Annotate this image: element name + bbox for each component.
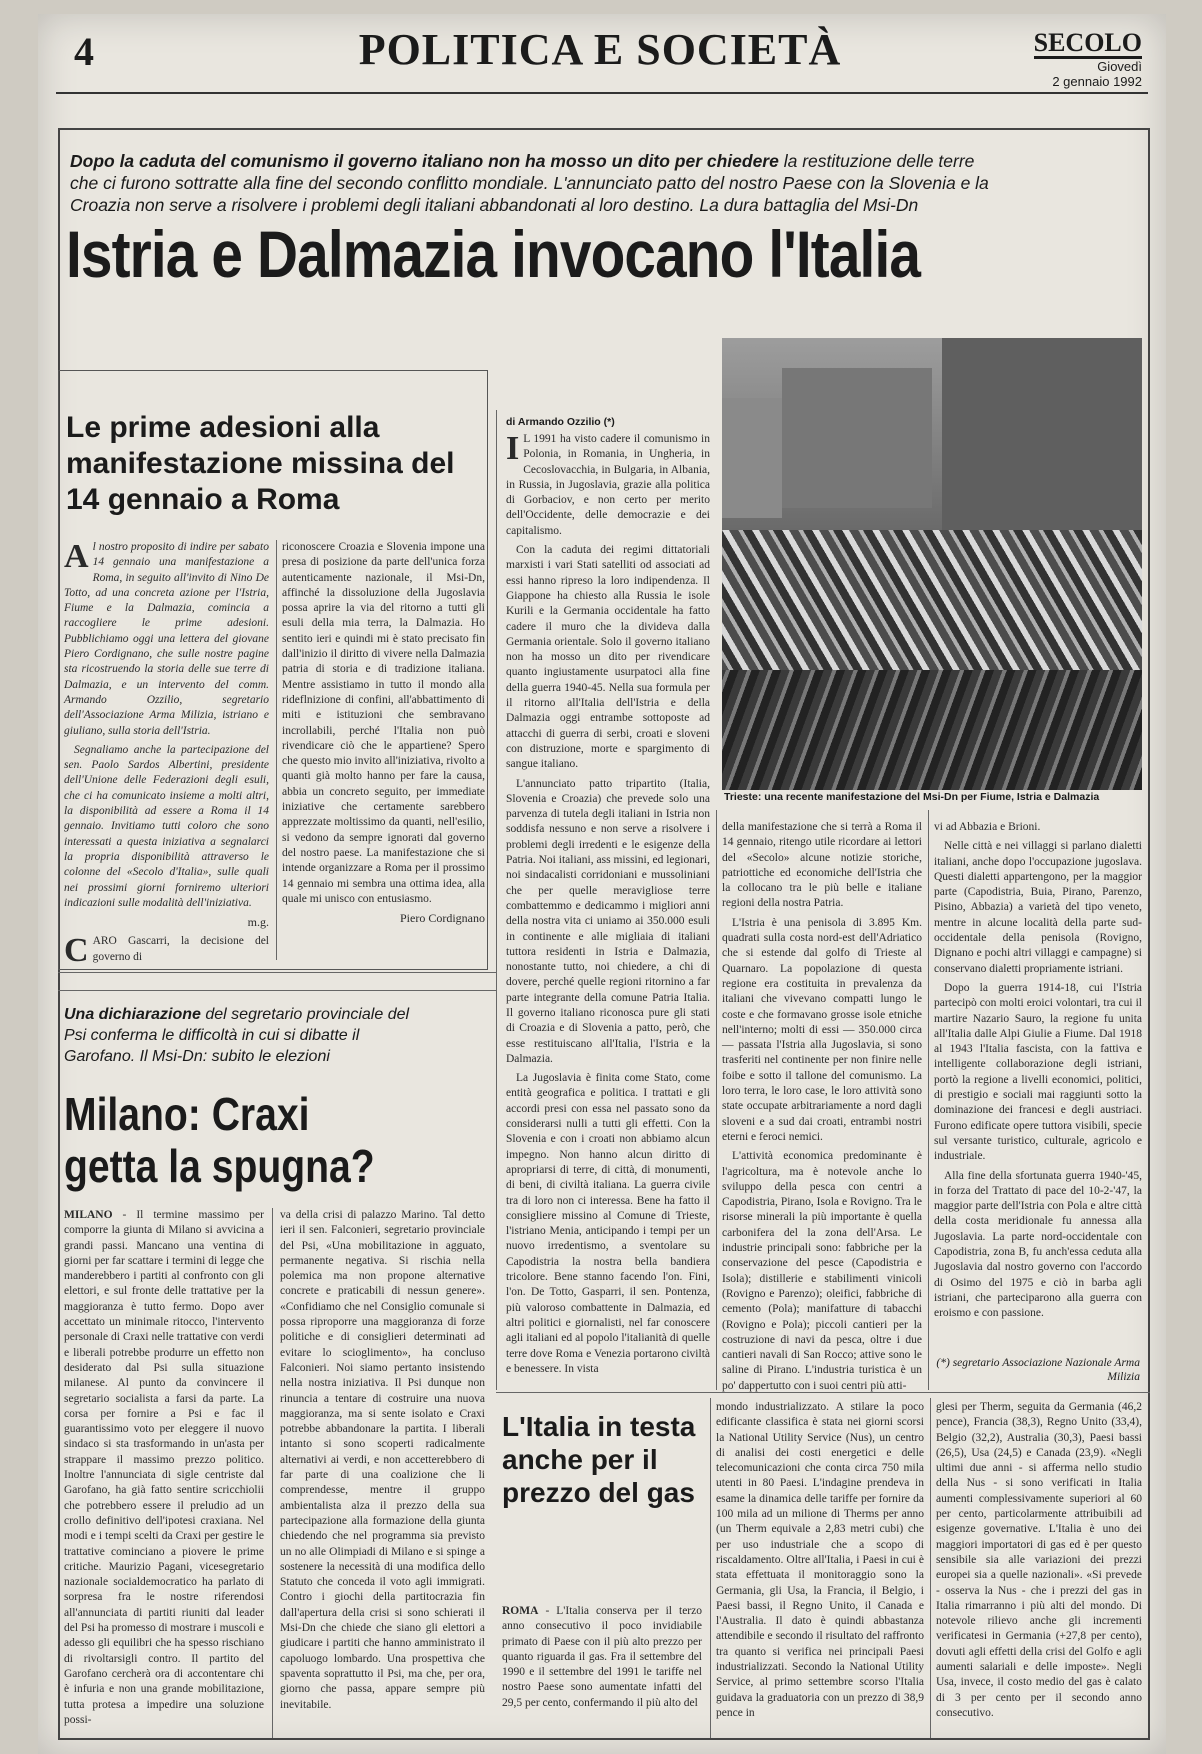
masthead [1032, 30, 1142, 89]
gas-column-2 [716, 1400, 924, 1736]
article-paragraph: L'annunciato patto tripartito (Italia, Slovenia e Croazia) che prevede solo una parvenza di tutela degli italiani in Istria non soddisfa nessuno e non serve a risolvere i problemi degli irredenti e le esigenze della Patria. Noi italiani, ass missini, ed legionari, noi sindacalisti corridoniani e mussoliniani che per quelle meravigliose terre combattemmo e dedicammo i migliori anni della nostra vita ci uniamo ai 350.000 esuli in continente e alle migliaia di italiani tuttora residenti in Istria e Dalmazia, nonostante tutto, noi chiedere, a chi di dovere, perché quelle regioni ritornino a far parte integrante della comune Patria Italia. Il governo italiano riconosca pure gli stati di Croazia e di Slovenia a patto, però, che esse restituiscano all'Italia, l'Istria e la Dalmazia. [506, 777, 710, 1065]
article-paragraph: della manifestazione che si terrà a Roma il 14 gennaio, ritengo utile ricordare ai lettori del «Secolo» alcune notizie storiche, patriottiche ed economiche dell'Istria che la collocano tra le più belle e italiane regioni della nostra Patria. [722, 821, 922, 910]
adesioni-column-1 [64, 538, 269, 970]
dateline: MILANO [64, 1209, 113, 1221]
section-title: POLITICA E SOCIETÀ [358, 25, 842, 74]
article-paragraph: mondo industrializzato. A stilare la poco edificante classifica è stata nei giorni scorsi la National Utility Service (Nus), un centro di analisi dei costi energetici e delle telecomunicazioni che conta circa 750 mila utenti in 80 Paesi. L'indagine prendeva in esame la dinamica delle tariffe per fornire da 100 mila ad un milione di Therms per anno (un Therm equivale a 2,83 metri cubi) che per uso industriale che a scopo di riscaldamento. Oltre all'Italia, i Paesi in cui è stata effettuata il monitoraggio sono la Germania, gli Usa, la Francia, il Belgio, i Paesi bassi, il Regno Unito, il Canada e l'Australia. Il dato è quindi abbastanza attendibile e secondo il risultato del raffronto tra quanto si verifica nei principali Paesi industrializzati. Secondo la National Utility Service, al primo settembre scorso l'Italia guidava la graduatoria con un prezzo di 38,9 pence in [716, 1401, 924, 1719]
gas-column-3 [936, 1400, 1142, 1736]
article-paragraph: Nelle città e nei villaggi si parlano dialetti italiani, anche dopo l'occupazione jugoslava. Questi dialetti appartengono, per la maggior parte (Capodistria, Buia, Pirano, Parenzo, Pisino, Abbazia) a varietà del tipo veneto, mentre in alcune località della parte sud-occidentale della penisola (Rovigno, Dignano e pochi altri villaggi e campagne) si conservano dialetti propriamente istriani. [934, 840, 1142, 975]
ozzilio-column-3 [934, 820, 1142, 1352]
byline: di Armando Ozzilio (*) [506, 416, 615, 428]
masthead-logo: SECOLO [1033, 28, 1142, 57]
section-divider [496, 1392, 1150, 1393]
column-divider [710, 1398, 711, 1738]
ozzilio-column-2 [722, 820, 922, 1392]
article-paragraph: L'attività economica predominante è l'agricoltura, ma è notevole anche lo sviluppo della pesca con centri a Capodistria, Pirano, Isola e Rovigno. Tra le risorse minerali la più importante è quella carbonifera del la zona dell'Arsa. Le industrie principali sono: fabbriche per la conservazione del pesce (Capodistria e Isola); distillerie e stabilimenti vinicoli (Rovigno e Parenzo); oleifici, fabbriche di cemento (Pola); manifatture di tabacchi (Rovigno e Pola); piccoli cantieri per la costruzione di navi da pesca, oltre i due cantieri navali di San Rocco; attive sono le saline di Pirano. L'industria turistica è un po' dappertutto con i suoi centri più atti- [722, 1150, 922, 1392]
dropcap: A [64, 538, 89, 575]
adesioni-paragraph: Segnaliamo anche la partecipazione del sen. Paolo Sardos Albertini, presidente dell'Unione delle Federazioni degli esuli, che ci ha comunicato insieme a molti altri, la disponibilità ad essere a Roma il 14 gennaio. Invitiamo tutti coloro che sono interessati a questa iniziativa a segnalarci la propria disponibilità attraverso le colonne del «Secolo d'Italia», sulle quali nei prossimi giorni forniremo ulteriori indicazioni sulle modalità dell'iniziativa. [64, 743, 269, 909]
milano-column-2 [280, 1208, 485, 1738]
article-paragraph: ROMA - L'Italia conserva per il terzo anno consecutivo il poco invidiabile primato di Paese con il più alto prezzo per quanto riguarda il gas. Fra il settembre del 1990 e il settembre del 1991 le tariffe nel nostro Paese sono aumentate infatti del 29,5 per cento, confermando il più alto del [502, 1605, 702, 1709]
masthead-date: 2 gennaio 1992 [1052, 74, 1142, 89]
article-paragraph: vi ad Abbazia e Brioni. [934, 821, 1041, 833]
column-divider [276, 540, 277, 960]
section-divider [58, 990, 496, 991]
photo-caption: Trieste: una recente manifestazione del Msi-Dn per Fiume, Istria e Dalmazia [724, 791, 1100, 803]
milano-column-1 [64, 1208, 264, 1738]
letter-body: riconoscere Croazia e Slovenia impone una presa di posizione da parte dell'unica forza autenticamente nazionale, il Msi-Dn, affinché la dissoluzione della Jugoslavia possa aprire la via del ritorno a tutti gli esuli della mia terra, la Dalmazia. Ho sentito ieri e quindi mi è stato precisato fin dall'inizio il diritto di vivere nella Dalmazia patria di storia e di tradizione italiana. Mentre assistiamo in tutto il mondo alla rideflnizione di confini, all'abbattimento di miti e istituzioni che sembravano incrollabili, perché l'Italia non può rivendicare ciò che le appartiene? Spero che questo mio invito all'iniziativa, rivolto a quanti già molto hanno per fare la causa, abbia un concreto seguito, per immediate iniziative che certamente sarebbero apprezzate moltissimo da quanti, nell'esilio, si vedono da sempre ignorati dal governo del nostro paese. La manifestazione che si intende organizzare a Roma per il prossimo 14 gennaio mi sembra una ottima idea, alla quale mi unisco con entusiasmo. [282, 541, 485, 905]
ozzilio-column-1 [506, 432, 710, 1382]
article-paragraph: I L 1991 ha visto cadere il comunismo in Polonia, in Romania, in Ungheria, in Cecoslovacchia, in Bulgaria, in Albania, in Russia, in Jugoslavia, grazie alla politica di Gorbaciov, e non certo per merito dell'Occidente, delle democrazie e dei capitalismo. [506, 430, 710, 537]
news-photo [722, 338, 1142, 790]
milano-kicker-rest: del segretario provinciale del Psi conferma le difficoltà in cui si dibatte il Garofano. Il Msi-Dn: subito le elezioni [64, 1006, 410, 1065]
adesioni-headline: Le prime adesioni alla manifestazione missina del 14 gennaio a Roma [66, 411, 455, 516]
main-kicker-rest: la restituzione delle terre che ci furono sottratte alla fine del secondo conflitto mondiale. L'annunciato patto del nostro Paese con la Slovenia e la Croazia non serve a risolvere i problemi degli italiani abbandonati al loro destino. La dura battaglia del Msi-Dn [70, 151, 989, 215]
letter-opening: CARO Gascarri, la decisione del governo di [64, 932, 269, 970]
main-kicker-bold: Dopo la caduta del comunismo il governo italiano non ha mosso un dito per chiedere [70, 151, 779, 171]
column-divider [496, 410, 497, 1390]
adesioni-column-2 [282, 540, 485, 960]
gas-column-1 [502, 1604, 702, 1736]
header-rule [56, 92, 1148, 94]
article-paragraph: MILANO - Il termine massimo per comporre la giunta di Milano si avvicina a grandi passi. Mancano una ventina di giorni per far scattare i termini di legge che manderebbero i partiti al confronto con gli elettori, e sul fronte delle trattative per la maggioranza è tutto fermo. Dopo aver accettato un minimale ritocco, l'intervento personale di Craxi nelle trattative con verdi e liberali potrebbe produrre un effetto non desiderato dal Psi sulla situazione milanese. Al punto da convincere il segretario socialista a farsi da parte. La corsa per fornire a Psi e fac il guarantissimo voto per eleggere il nuovo sindaco si sta trasformando in un'asta per strappare il massimo prezzo politico. Inoltre l'annunciata di sigle centriste dal Garofano, ha già fatto sentire scricchiolii che potrebbero essere il preludio ad un crollo definitivo dell'ipotesi craxiana. Nel modi e i tempi scelti da Craxi per gestire le trattative cominciano a piovere le prime critiche. Maurizio Pagani, vicesegretario nazionale socialdemocratico ha parlato di sorpresa fra le nostre riferendosi all'annunciata di partiti riuniti dal leader del Psi ha promesso di mostrare i muscoli e adesso gli equilibri che ha spesso rischiano di rivoltarsigli contro. Il partito del Garofano cercherà ora di accontentare chi è infuria e non una grande mobilitazione, tutta protesa a impedire una soluzione possi- [64, 1209, 264, 1726]
gas-headline: L'Italia in testa anche per il prezzo del gas [502, 1411, 696, 1508]
column-divider [272, 1208, 273, 1738]
masthead-day: Giovedì [1097, 59, 1142, 74]
section-divider [58, 972, 496, 973]
dropcap: C [64, 932, 89, 970]
milano-headline: Milano: Craxi getta la spugna? [64, 1088, 375, 1192]
adesioni-intro: Al nostro proposito di indire per sabato 14 gennaio una manifestazione a Roma, in seguito all'invito di Nino De Totto, ad una concreta azione per l'Istria, Fiume e la Dalmazia, comincia a raccogliere le prime adesioni. Pubblichiamo oggi una lettera del giovane Piero Cordignano, che sulle nostre pagine sta ricostruendo la storia delle sue terre di Dalmazia, e un intervento del comm. Armando Ozzilio, segretario dell'Associazione Arma Milizia, istriano e giuliano, sulla storia dell'Istria. [64, 538, 269, 737]
main-headline: Istria e Dalmazia invocano l'Italia [66, 217, 921, 291]
milano-kicker [64, 1004, 414, 1067]
article-paragraph: L'Istria è una penisola di 3.895 Km. quadrati sulla costa nord-est dell'Adriatico che si estende dal golfo di Trieste al Quarnaro. La popolazione di questa regione era costituita in prevalenza da italiani che vivevano compatti lungo le coste e che formavano grosse isole etniche nell'interno; molti di essi — 350.000 circa — passata l'Istria alla Jugoslavia, si sono trasferiti nel continente per non finire nelle foibe e sotto il tallone del comunismo. La loro terra, le loro case, le loro attività sono state occupate arbitrariamente a nord dagli sloveni e a sud dai croati, entrambi nostri eterni e feroci nemici. [722, 916, 922, 1143]
author-note: (*) segretario Associazione Nazionale Arma Milizia [936, 1357, 1140, 1383]
column-divider [716, 810, 717, 1390]
article-paragraph: glesi per Therm, seguita da Germania (46,2 pence), Francia (38,3), Regno Unito (33,4), Belgio (32,2), Australia (30,3), Paesi bassi (26,5), Usa (24,5) e Canada (23,9). «Negli ultimi due anni - si afferma nello studio della Nus - si sono verificati in Italia aumenti complessivamente superiori al 60 per cento, particolarmente attribuibili ad esigenze governative. L'Italia è uno dei maggiori importatori di gas ed è per questo sensibile sia alle variazioni dei prezzi europei sia a quelle nazionali». «Si prevede - osserva la Nus - che i prezzi del gas in Italia rimarranno i più alti del mondo. Di notevole rilievo anche gli incrementi verificatesi in Germania (+27,8 per cento), dovuti agli effetti della crisi del Golfo e agli aumenti salariali e delle imposte». Negli Usa, invece, il costo medio del gas è calato di 3 per cento per il secondo anno consecutivo. [936, 1401, 1142, 1719]
article-paragraph: Con la caduta dei regimi dittatoriali marxisti i vari Stati satelliti od associati ad essi hanno ripreso la loro indipendenza. Il Giappone ha chiesto alla Russia le isole Kurili e la Germania occidentale ha fatto cadere il muro che la divideva dalla Germania orientale. Solo il governo italiano non ha mosso un dito per rivendicare quanto ingiustamente usurpatoci alla fine della guerra 1940-45. Nella sua formula per il ritorno all'Italia dell'Istria e della Dalmazia oggi entrambe sottoposte ad attacchi di guerra di serbi, croati e sloveni con distruzione, morte e spargimento di sangue italiano. [506, 544, 710, 771]
article-paragraph: va della crisi di palazzo Marino. Tal detto ieri il sen. Falconieri, segretario provinciale del Psi, «Una mobilitazione in agguato, permanente negativa. Si rischia nella polemica ma non propone alternative concrete e praticabili di nessun genere». «Confidiamo che nel Consiglio comunale si possa riproporre una maggioranza di forze politiche e di consiglieri determinati ad evitare lo scioglimento», ha concluso Falconieri. Noi siamo pertanto insistendo nella nostra iniziativa. Il Psi dunque non rinuncia a tentare di costruire una nuova maggioranza, ma si sente isolato e Craxi potrebbe abbandonare la partita. I liberali intanto si sono scoperti radicalmente alternativi ai verdi, e non accetterebbero di far parte di una coalizione che li comprendesse, mentre il gruppo ambientalista alza il prezzo della sua partecipazione alla formazione della giunta chiedendo che nel programma sia previsto un no alle Olimpiadi di Milano e si spinge a sostenere la necessità di una modifica dello Statuto che conceda il voto agli immigrati. Contro i giochi della partitocrazia fin dall'apertura della crisi si sono schierati il Msi-Dn che chiede che siano gli elettori a giudicare i partiti che hanno amministrato il capoluogo lombardo. Una prospettiva che spaventa soprattutto il Psi, ma che, per ora, giorno che passa, appare sempre più inevitabile. [280, 1209, 485, 1711]
page-number: 4 [74, 29, 94, 74]
adesioni-signature: m.g. [247, 915, 269, 930]
article-paragraph: Alla fine della sfortunata guerra 1940-'45, in forza del Trattato di pace del 10-2-'47, la maggior parte dell'Istria con Pola e altre città della costa meridionale fu annessa alla Jugoslavia. La parte nord-occidentale con Capodistria, zona B, fu anch'essa ceduta alla Jugoslavia dal nostro governo con l'accordo di Osimo del 1975 e ciò in barba agli istriani, che parteciparono alla guerra con eroismo e con passione. [934, 1169, 1142, 1320]
letter-signature: Piero Cordignano [400, 911, 485, 926]
column-divider [930, 1398, 931, 1738]
article-paragraph: Dopo la guerra 1914-18, cui l'Istria partecipò con molti eroici volontari, tra cui il martire Nazario Sauro, la regione fu unita all'Italia dalle Alpi Giulie a Fiume. Dal 1918 al 1943 l'Italia fascista, con la fattiva e intelligente collaborazione degli istriani, portò la regione a livelli economici, politici, di prestigio e sociali mai raggiunti sotto la dominazione dei francesi e degli austriaci. Furono edificate opere tuttora visibili, specie sul versante turistico, culturale, agricolo e industriale. [934, 981, 1142, 1163]
main-kicker [70, 150, 1000, 216]
dateline: ROMA [502, 1605, 539, 1617]
milano-kicker-bold: Una dichiarazione [64, 1006, 201, 1023]
dropcap: I [506, 430, 520, 467]
column-divider [928, 810, 929, 1390]
article-paragraph: La Jugoslavia è finita come Stato, come entità geografica e politica. I trattati e gli accordi presi con essa nel passato sono da considerarsi nulli a tutti gli effetti. Con la Slovenia e con i croati non abbiamo alcun impegno. Non hanno alcun diritto di apropriarsi di terre, di città, di monumenti, di beni, di civiltà italiana. La guerra civile tra di loro non ci interessa. Bene ha fatto il consigliere missino al Comune di Trieste, l'istriano Menia, anticipando i tempi per un nuovo irredentismo, a sventolare su Capodistria la nostra bella bandiera tricolore. Bene stanno facendo l'on. Fini, l'on. De Totto, Gasparri, il sen. Pontenza, più valoroso combattente in Dalmazia, ed altri politici e giornalisti, nel far conoscere agli italiani ed al popolo l'italianità di quelle terre dove Roma e Venezia portarono civiltà e benessere. In vista [506, 1072, 710, 1375]
